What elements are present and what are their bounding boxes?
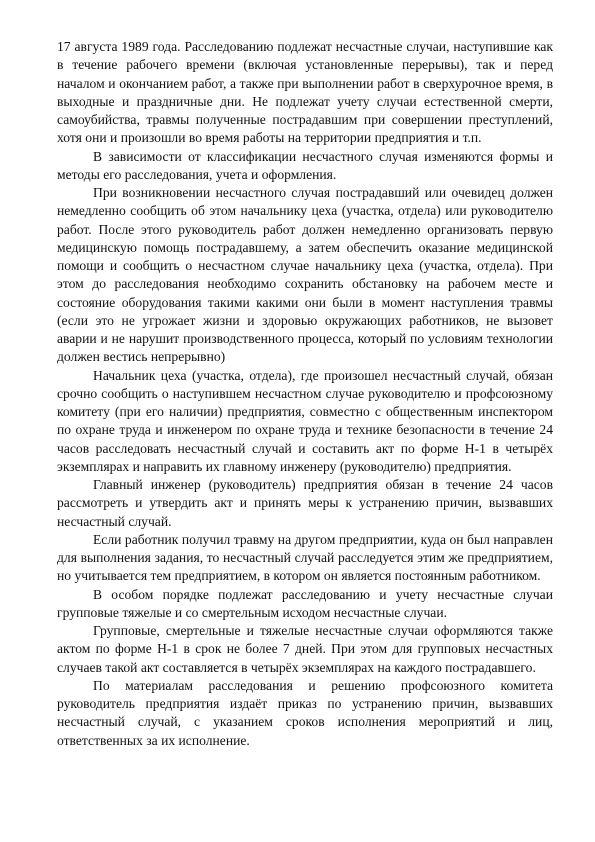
paragraph-chief-engineer: Главный инженер (руководитель) предприятия обязан в течение 24 часов рассмотреть и утвердить акт и принять меры к устранению причин, вызвавших несчастный случай. — [57, 477, 553, 529]
paragraph-first-aid: При возникновении несчастного случая пострадавший или очевидец должен немедленно сообщить об этом начальнику цеха (участка, отдела) или руководителю работ. После этого руководитель работ должен немедленно организовать первую медицинскую помощь пострадавшему, а затем обеспечить оказание медицинской помощи и сообщить о несчастном случае начальнику цеха (участка, отдела). При этом до расследования необходимо сохранить обстановку на рабочем месте и состояние оборудования такими какими они были в момент наступления травмы (если это не угрожает жизни и здоровью окружающих работников, не вызовет аварии и не нарушит производственного процесса, который по условиям технологии должен вестись непрерывно) — [57, 185, 553, 365]
paragraph-group-fatal: Групповые, смертельные и тяжелые несчастные случаи оформляются также актом по форме Н-1 в срок не более 7 дней. При этом для групповых несчастных случаев такой акт составляется в четырёх экземплярах на каждого пострадавшего. — [57, 623, 553, 675]
paragraph-continuation: 17 августа 1989 года. Расследованию подлежат несчастные случаи, наступившие как в течение рабочего времени (включая установленные перерывы), так и перед началом и окончанием работ, а также при выполнении работ в сверхурочное время, в выходные и праздничные дни. Не подлежат учету случаи естественной смерти, самоубийства, травмы полученные пострадавшим при совершении преступлений, хотя они и произошли во время работы на территории предприятия и т.п. — [57, 39, 553, 146]
paragraph-classification: В зависимости от классификации несчастного случая изменяются формы и методы его расследования, учета и оформления. — [57, 148, 553, 182]
paragraph-shop-head-duties: Начальник цеха (участка, отдела), где произошел несчастный случай, обязан срочно сообщить о наступившем несчастном случае руководителю и профсоюзному комитету (при его наличии) предприятия, совместно с общественным инспектором по охране труда и инженером по охране труда и технике безопасности в течение 24 часов расследовать несчастный случай и составить акт по форме Н-1 в четырёх экземплярах и направить их главному инженеру (руководителю) предприятия. — [57, 367, 553, 474]
paragraph-other-enterprise: Если работник получил травму на другом предприятии, куда он был направлен для выполнения задания, то несчастный случай расследуется этим же предприятием, но учитывается тем предприятием, в котором он является постоянным работником. — [57, 531, 553, 584]
paragraph-order: По материалам расследования и решению профсоюзного комитета руководитель предприятия издаёт приказ по устранению причин, вызвавших несчастный случай, с указанием сроков исполнения мероприятий и лиц, ответственных за их исполнение. — [57, 677, 553, 748]
document-page — [57, 38, 553, 750]
paragraph-special-procedure: В особом порядке подлежат расследованию и учету несчастные случаи групповые тяжелые и со смертельным исходом несчастные случаи. — [57, 586, 553, 620]
